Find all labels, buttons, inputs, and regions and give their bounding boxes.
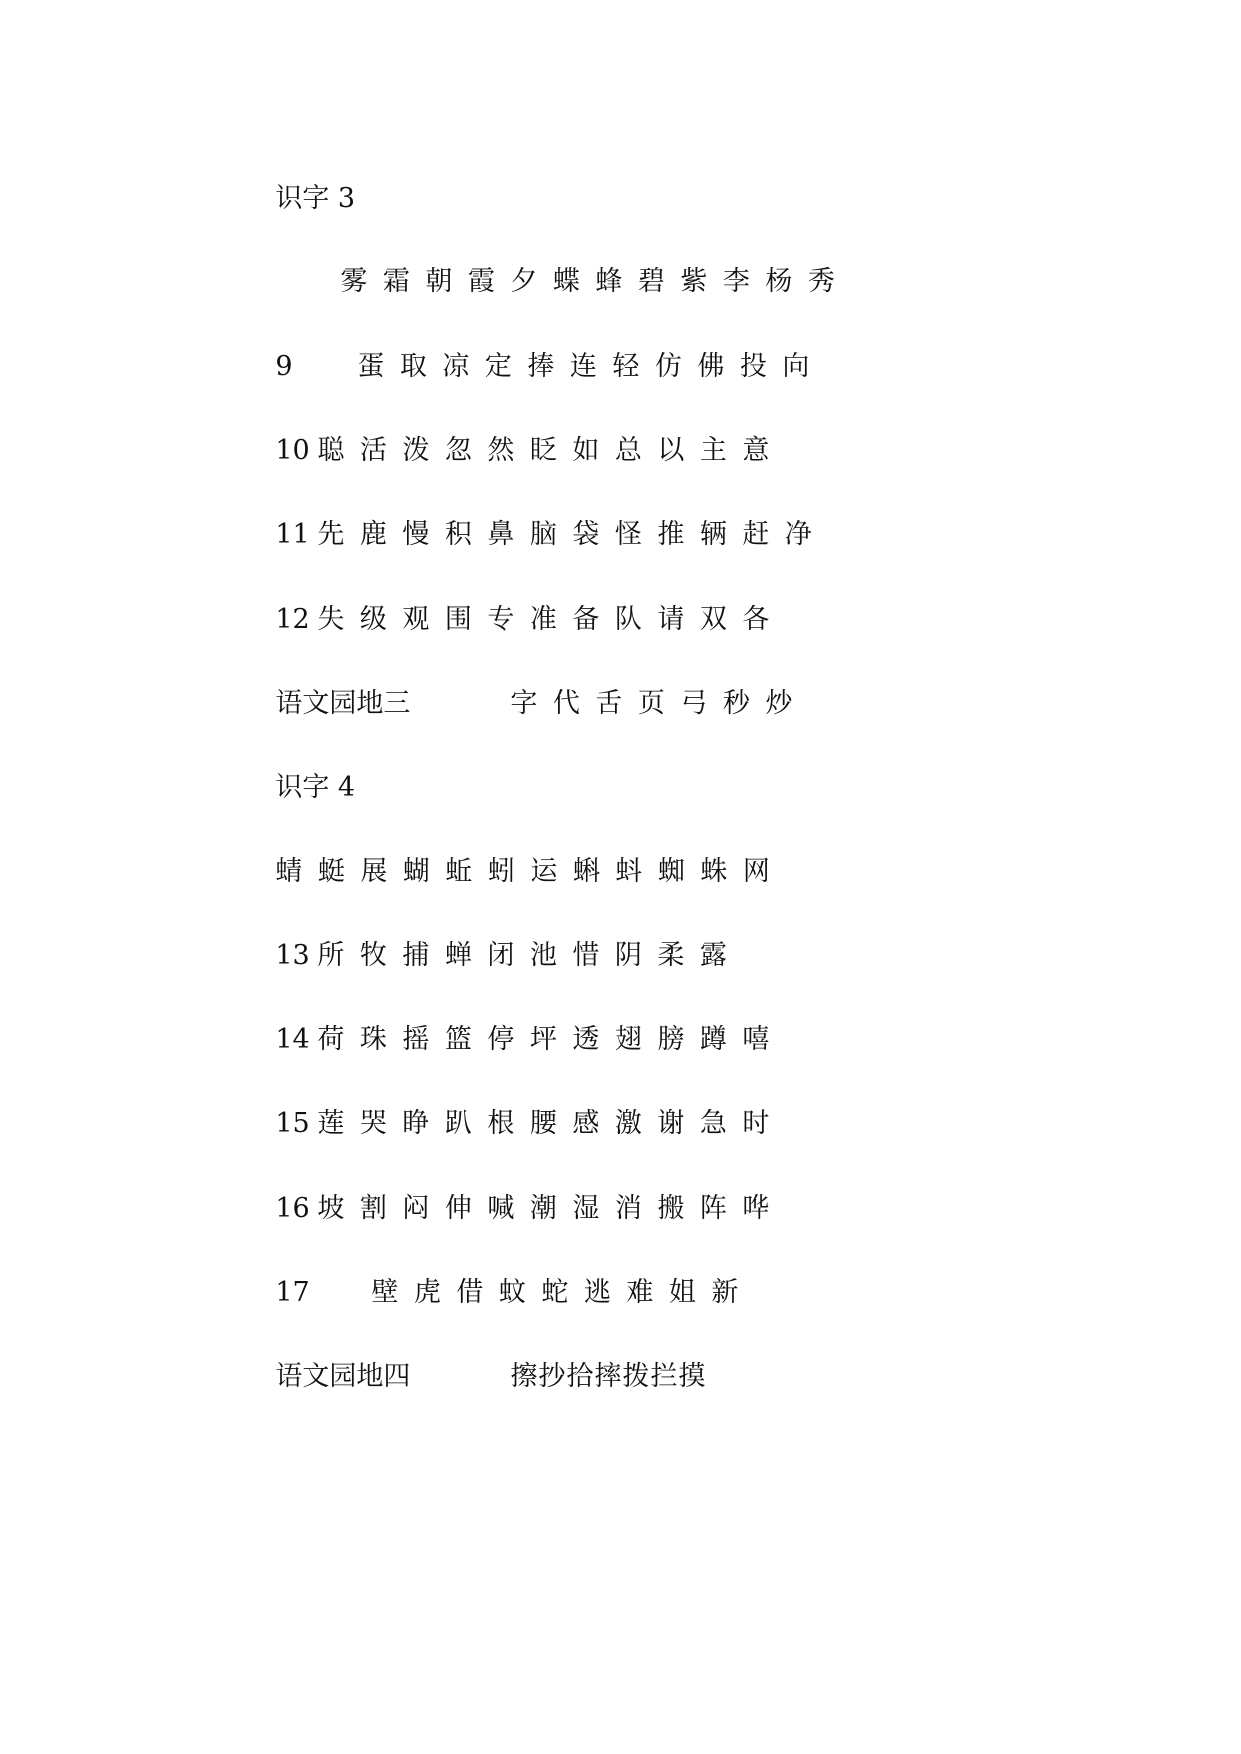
character-list: 字代舌页弓秒炒 — [510, 688, 808, 719]
char-row-yuwen-yuandi-4 — [241, 1326, 706, 1428]
lesson-number: 12 — [275, 604, 310, 635]
character-list: 擦抄拾摔拨拦摸 — [510, 1361, 707, 1392]
character-list: 聪活泼忽然眨如总以主意 — [317, 435, 785, 466]
character-list: 失级观围专准备队请双各 — [317, 604, 785, 635]
character-list: 雾霜朝霞夕蝶蜂碧紫李杨秀 — [340, 266, 851, 297]
section-heading: 语文园地四 — [275, 1361, 411, 1392]
character-list: 蛋取凉定捧连轻仿佛投向 — [357, 351, 825, 382]
character-list: 坡割闷伸喊潮湿消搬阵哗 — [317, 1193, 785, 1224]
lesson-number: 9 — [275, 351, 293, 382]
lesson-number: 11 — [275, 519, 310, 550]
character-list: 所牧捕蝉闭池惜阴柔露 — [317, 940, 743, 971]
character-list: 蜻蜓展蝴蚯蚓运蝌蚪蜘蛛网 — [275, 856, 786, 887]
section-heading: 语文园地三 — [275, 688, 411, 719]
lesson-number: 15 — [275, 1108, 310, 1139]
section-heading: 识字 3 — [275, 183, 356, 214]
lesson-number: 10 — [275, 435, 310, 466]
character-list: 荷珠摇篮停坪透翅膀蹲嘻 — [317, 1024, 785, 1055]
character-list: 壁虎借蚊蛇逃难姐新 — [371, 1277, 754, 1308]
lesson-number: 17 — [275, 1277, 310, 1308]
character-list: 莲哭睁趴根腰感激谢急时 — [317, 1108, 785, 1139]
lesson-number: 13 — [275, 940, 310, 971]
section-heading: 识字 4 — [275, 772, 356, 803]
character-list: 先鹿慢积鼻脑袋怪推辆赶净 — [317, 519, 828, 550]
lesson-number: 14 — [275, 1024, 310, 1055]
lesson-number: 16 — [275, 1193, 310, 1224]
